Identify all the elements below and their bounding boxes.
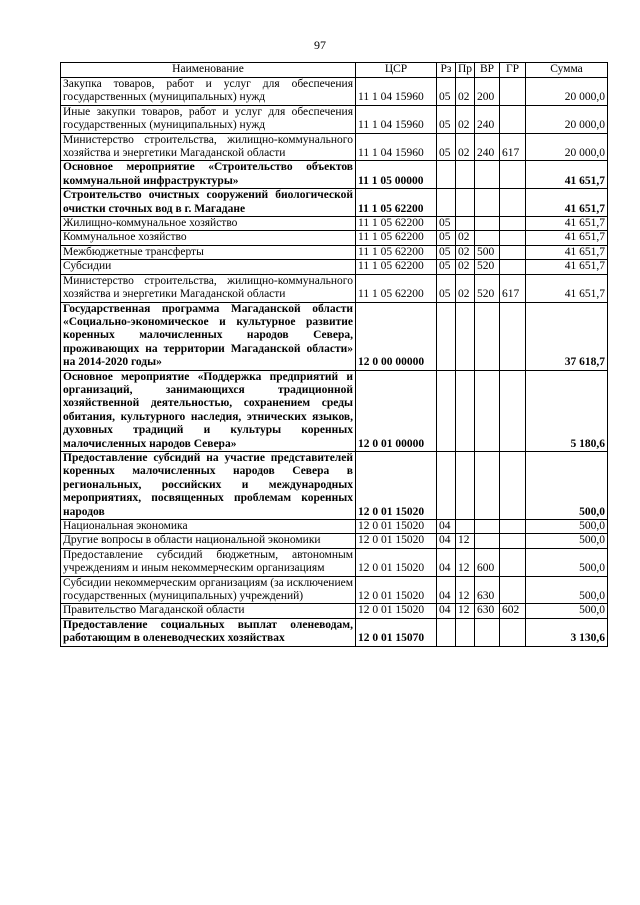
header-csr: ЦСР <box>356 63 437 78</box>
cell-gr <box>500 548 526 576</box>
cell-gr <box>500 618 526 646</box>
cell-pr: 02 <box>456 274 475 302</box>
cell-csr: 11 1 04 15960 <box>356 105 437 133</box>
cell-csr: 12 0 01 15070 <box>356 618 437 646</box>
cell-gr: 617 <box>500 274 526 302</box>
table-header-row <box>61 63 608 78</box>
cell-vr: 240 <box>475 105 500 133</box>
cell-sum: 41 651,7 <box>526 189 608 217</box>
cell-pr <box>456 302 475 370</box>
cell-pr <box>456 217 475 231</box>
cell-gr: 602 <box>500 604 526 618</box>
cell-name: Государственная программа Магаданской области «Социально-экономическое и культурное развитие коренных малочисленных народов Севера, проживающих на территории Магаданской области» на 2014-2020 годы» <box>61 302 356 370</box>
table-row <box>61 161 608 189</box>
cell-csr: 11 1 05 00000 <box>356 161 437 189</box>
header-sum: Сумма <box>526 63 608 78</box>
cell-sum: 20 000,0 <box>526 105 608 133</box>
cell-pr: 02 <box>456 231 475 245</box>
cell-vr <box>475 161 500 189</box>
cell-sum: 41 651,7 <box>526 245 608 259</box>
page-number: 97 <box>314 38 326 52</box>
cell-pr <box>456 520 475 534</box>
header-rz: Рз <box>437 63 456 78</box>
cell-rz: 05 <box>437 105 456 133</box>
cell-gr <box>500 534 526 548</box>
cell-csr: 11 1 04 15960 <box>356 78 437 106</box>
cell-pr <box>456 618 475 646</box>
cell-csr: 12 0 01 15020 <box>356 548 437 576</box>
cell-pr <box>456 161 475 189</box>
cell-rz <box>437 370 456 451</box>
cell-vr: 240 <box>475 133 500 161</box>
cell-gr <box>500 217 526 231</box>
cell-csr: 11 1 05 62200 <box>356 189 437 217</box>
cell-vr: 630 <box>475 604 500 618</box>
cell-rz: 04 <box>437 520 456 534</box>
header-vr: ВР <box>475 63 500 78</box>
table-row <box>61 217 608 231</box>
cell-pr: 02 <box>456 78 475 106</box>
cell-sum: 500,0 <box>526 548 608 576</box>
cell-name: Закупка товаров, работ и услуг для обеспечения государственных (муниципальных) нужд <box>61 78 356 106</box>
cell-sum: 500,0 <box>526 451 608 519</box>
table-row <box>61 576 608 604</box>
cell-sum: 500,0 <box>526 534 608 548</box>
cell-vr <box>475 520 500 534</box>
table-row <box>61 520 608 534</box>
table-row <box>61 618 608 646</box>
table-row <box>61 370 608 451</box>
cell-csr: 12 0 01 00000 <box>356 370 437 451</box>
cell-pr <box>456 451 475 519</box>
cell-sum: 20 000,0 <box>526 78 608 106</box>
cell-vr: 600 <box>475 548 500 576</box>
cell-vr <box>475 618 500 646</box>
cell-pr: 12 <box>456 576 475 604</box>
cell-name: Основное мероприятие «Строительство объектов коммунальной инфраструктуры» <box>61 161 356 189</box>
cell-name: Министерство строительства, жилищно-коммунального хозяйства и энергетики Магаданской области <box>61 274 356 302</box>
cell-name: Национальная экономика <box>61 520 356 534</box>
table-row <box>61 245 608 259</box>
cell-vr <box>475 217 500 231</box>
header-gr: ГР <box>500 63 526 78</box>
cell-name: Иные закупки товаров, работ и услуг для обеспечения государственных (муниципальных) нужд <box>61 105 356 133</box>
table-row <box>61 189 608 217</box>
cell-gr <box>500 105 526 133</box>
table-row <box>61 451 608 519</box>
cell-csr: 11 1 05 62200 <box>356 231 437 245</box>
cell-pr: 02 <box>456 105 475 133</box>
cell-csr: 11 1 05 62200 <box>356 274 437 302</box>
cell-name: Коммунальное хозяйство <box>61 231 356 245</box>
cell-rz <box>437 302 456 370</box>
cell-sum: 500,0 <box>526 520 608 534</box>
table-row <box>61 133 608 161</box>
cell-name: Другие вопросы в области национальной экономики <box>61 534 356 548</box>
cell-rz: 05 <box>437 260 456 274</box>
cell-pr: 02 <box>456 133 475 161</box>
table-row <box>61 302 608 370</box>
header-name: Наименование <box>61 63 356 78</box>
cell-vr: 200 <box>475 78 500 106</box>
cell-sum: 41 651,7 <box>526 274 608 302</box>
cell-name: Предоставление субсидий на участие представителей коренных малочисленных народов Севера в региональных, российских и международных мероприятиях, посвященных проблемам коренных народов <box>61 451 356 519</box>
cell-csr: 12 0 01 15020 <box>356 451 437 519</box>
cell-csr: 12 0 01 15020 <box>356 534 437 548</box>
cell-pr: 12 <box>456 548 475 576</box>
cell-vr <box>475 189 500 217</box>
cell-pr <box>456 189 475 217</box>
cell-gr <box>500 245 526 259</box>
table-row <box>61 105 608 133</box>
cell-name: Предоставление субсидий бюджетным, автономным учреждениям и иным некоммерческим организациям <box>61 548 356 576</box>
cell-csr: 12 0 01 15020 <box>356 604 437 618</box>
cell-name: Строительство очистных сооружений биологической очистки сточных вод в г. Магадане <box>61 189 356 217</box>
cell-gr <box>500 78 526 106</box>
cell-sum: 41 651,7 <box>526 260 608 274</box>
table-row <box>61 231 608 245</box>
cell-csr: 11 1 05 62200 <box>356 245 437 259</box>
cell-sum: 3 130,6 <box>526 618 608 646</box>
cell-rz: 04 <box>437 604 456 618</box>
cell-gr <box>500 302 526 370</box>
cell-rz <box>437 451 456 519</box>
cell-pr: 12 <box>456 534 475 548</box>
cell-rz: 05 <box>437 217 456 231</box>
cell-rz: 04 <box>437 576 456 604</box>
cell-name: Межбюджетные трансферты <box>61 245 356 259</box>
cell-name: Основное мероприятие «Поддержка предприятий и организаций, занимающихся традиционной хозяйственной деятельностью, сохранением среды обитания, культурного наследия, этнических языков, духовных традиций и культуры коренных малочисленных народов Севера» <box>61 370 356 451</box>
table-row <box>61 274 608 302</box>
cell-sum: 37 618,7 <box>526 302 608 370</box>
cell-sum: 500,0 <box>526 576 608 604</box>
cell-rz <box>437 618 456 646</box>
cell-name: Предоставление социальных выплат оленеводам, работающим в оленеводческих хозяйствах <box>61 618 356 646</box>
table-row <box>61 78 608 106</box>
cell-rz <box>437 189 456 217</box>
cell-csr: 11 1 04 15960 <box>356 133 437 161</box>
cell-gr <box>500 231 526 245</box>
cell-rz: 05 <box>437 231 456 245</box>
table-row <box>61 260 608 274</box>
cell-rz: 05 <box>437 274 456 302</box>
cell-vr <box>475 534 500 548</box>
table-row <box>61 604 608 618</box>
cell-name: Жилищно-коммунальное хозяйство <box>61 217 356 231</box>
cell-csr: 12 0 00 00000 <box>356 302 437 370</box>
cell-name: Субсидии некоммерческим организациям (за исключением государственных (муниципальных) учреждений) <box>61 576 356 604</box>
cell-rz: 04 <box>437 534 456 548</box>
table-row <box>61 548 608 576</box>
cell-name: Правительство Магаданской области <box>61 604 356 618</box>
cell-rz <box>437 161 456 189</box>
table-row <box>61 534 608 548</box>
cell-vr: 630 <box>475 576 500 604</box>
cell-gr <box>500 260 526 274</box>
cell-pr: 02 <box>456 260 475 274</box>
cell-vr: 500 <box>475 245 500 259</box>
cell-gr <box>500 161 526 189</box>
cell-gr: 617 <box>500 133 526 161</box>
cell-gr <box>500 370 526 451</box>
cell-vr <box>475 302 500 370</box>
cell-vr: 520 <box>475 260 500 274</box>
cell-name: Министерство строительства, жилищно-коммунального хозяйства и энергетики Магаданской области <box>61 133 356 161</box>
cell-csr: 12 0 01 15020 <box>356 576 437 604</box>
cell-sum: 41 651,7 <box>526 217 608 231</box>
cell-sum: 20 000,0 <box>526 133 608 161</box>
cell-vr <box>475 231 500 245</box>
cell-sum: 41 651,7 <box>526 161 608 189</box>
cell-vr <box>475 451 500 519</box>
cell-gr <box>500 189 526 217</box>
cell-sum: 41 651,7 <box>526 231 608 245</box>
cell-rz: 05 <box>437 78 456 106</box>
cell-rz: 05 <box>437 245 456 259</box>
cell-csr: 11 1 05 62200 <box>356 217 437 231</box>
cell-gr <box>500 576 526 604</box>
cell-csr: 11 1 05 62200 <box>356 260 437 274</box>
cell-rz: 05 <box>437 133 456 161</box>
budget-table <box>60 62 608 647</box>
cell-vr: 520 <box>475 274 500 302</box>
cell-csr: 12 0 01 15020 <box>356 520 437 534</box>
cell-name: Субсидии <box>61 260 356 274</box>
cell-pr <box>456 370 475 451</box>
cell-rz: 04 <box>437 548 456 576</box>
cell-vr <box>475 370 500 451</box>
cell-sum: 500,0 <box>526 604 608 618</box>
cell-pr: 12 <box>456 604 475 618</box>
cell-gr <box>500 520 526 534</box>
header-pr: Пр <box>456 63 475 78</box>
cell-sum: 5 180,6 <box>526 370 608 451</box>
cell-gr <box>500 451 526 519</box>
cell-pr: 02 <box>456 245 475 259</box>
